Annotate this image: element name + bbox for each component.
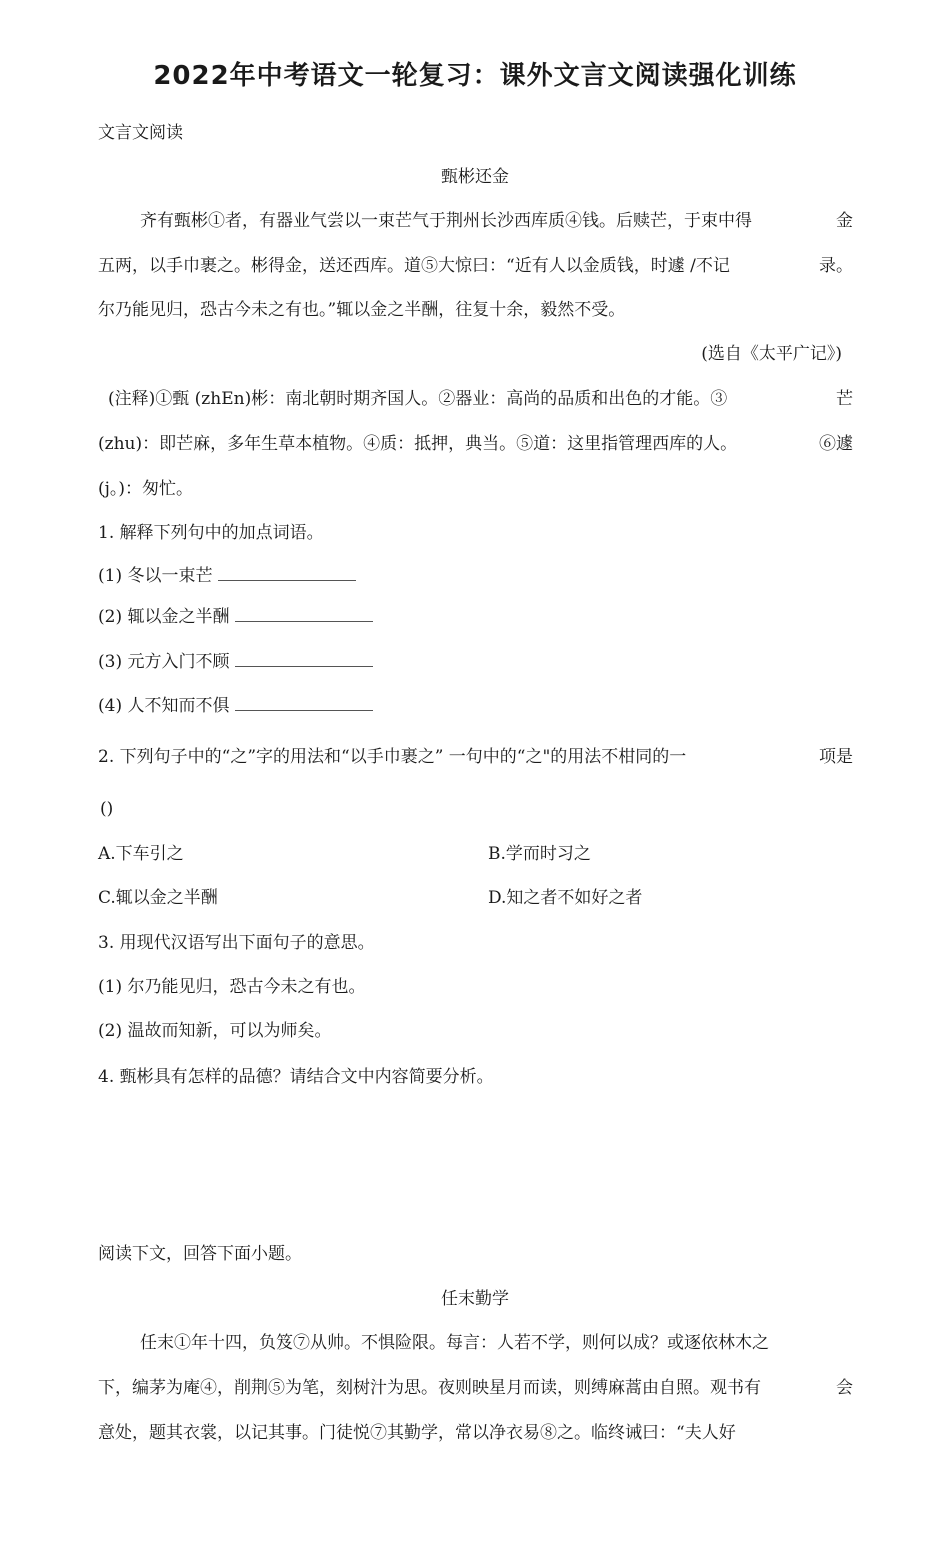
- passage2-line-2-end: 会: [836, 1378, 853, 1398]
- question-1-item-4-text: (4) 人不知而不俱: [98, 696, 230, 716]
- answer-blank-1[interactable]: [218, 566, 356, 581]
- notes-line-2-end: ⑥遽: [819, 434, 853, 454]
- option-c[interactable]: C.辄以金之半酬: [98, 888, 218, 908]
- question-2-stem: [98, 747, 853, 767]
- question-1-item-4: [98, 696, 373, 716]
- passage2-line-1: 任末①年十四，负笈⑦从帅。不惧险限。每言：人若不学，则何以成？或逐依林木之: [140, 1333, 769, 1353]
- passage1-line-1-end: 金: [836, 211, 853, 231]
- section-label-read-below: 阅读下文，回答下面小题。: [98, 1244, 302, 1264]
- question-1-item-3-text: (3) 元方入门不顾: [98, 652, 230, 672]
- passage1-line-2-text: 五两，以手巾裹之。彬得金，送还西库。道⑤大惊曰：“近有人以金质钱，时遽 /不记: [98, 256, 730, 276]
- document-title: 2022年中考语文一轮复习：课外文言文阅读强化训练: [153, 61, 797, 91]
- passage-title-renmo: 任末勤学: [441, 1289, 509, 1309]
- answer-blank-3[interactable]: [235, 652, 373, 667]
- notes-line-2-text: (zhu)：即芒麻，多年生草本植物。④质：抵押，典当。⑤道：这里指管理西库的人。: [98, 434, 738, 454]
- option-a[interactable]: A.下车引之: [98, 844, 184, 864]
- question-3-stem: 3. 用现代汉语写出下面句子的意思。: [98, 933, 375, 953]
- question-2-stem-text: 2. 下列句子中的“之”字的用法和“以手巾裹之” 一句中的“之"的用法不柑同的一: [98, 747, 687, 767]
- notes-line-1-text: (注释)①甄 (zhEn)彬：南北朝时期齐国人。②器业：高尚的品质和出色的才能。③: [108, 389, 728, 409]
- notes-line-1-end: 芒: [836, 389, 853, 409]
- question-1-item-1-text: (1) 冬以一束芒: [98, 566, 213, 586]
- passage1-source: (选自《太平广记》): [701, 344, 842, 364]
- question-1-stem: 1. 解释下列句中的加点词语。: [98, 523, 324, 543]
- answer-blank-4[interactable]: [235, 696, 373, 711]
- question-2-answer-paren: (): [100, 799, 114, 819]
- passage2-line-3: 意处，题其衣裳，以记其事。门徒悦⑦其勤学，常以净衣易⑧之。临终诫曰：“夫人好: [98, 1423, 736, 1443]
- passage2-line-2-text: 下，编茅为庵④，削荆⑤为笔，刻树汁为思。夜则映星月而读，则缚麻蒿由自照。观书有: [98, 1378, 761, 1398]
- passage1-line-1: [98, 211, 853, 231]
- question-3-item-2: (2) 温故而知新，可以为师矣。: [98, 1021, 332, 1041]
- question-2-stem-end: 项是: [819, 747, 853, 767]
- section-label-classical-reading: 文言文阅读: [98, 123, 183, 143]
- answer-blank-2[interactable]: [235, 607, 373, 622]
- question-4-stem: 4. 甄彬具有怎样的品德？请结合文中内容简要分析。: [98, 1067, 494, 1087]
- question-1-item-3: [98, 652, 373, 672]
- question-1-item-2: [98, 607, 373, 627]
- passage1-line-1-text: 齐有甄彬①者，有器业气尝以一束芒气于荆州长沙西库质④钱。后赎芒，于束中得: [140, 211, 752, 231]
- notes-line-3: (j。)：匆忙。: [98, 479, 194, 499]
- passage2-line-2: [98, 1378, 853, 1398]
- passage1-line-2: [98, 256, 853, 276]
- notes-line-2: [98, 434, 853, 454]
- passage1-line-2-end: 录。: [819, 256, 853, 276]
- option-d[interactable]: D.知之者不如好之者: [488, 888, 643, 908]
- question-1-item-2-text: (2) 辄以金之半酬: [98, 607, 230, 627]
- passage1-line-3: 尔乃能见归，恐古今未之有也。”辄以金之半酬，往复十余，毅然不受。: [98, 300, 626, 320]
- option-b[interactable]: B.学而时习之: [488, 844, 591, 864]
- notes-line-1: [108, 389, 853, 409]
- question-3-item-1: (1) 尔乃能见归，恐古今未之有也。: [98, 977, 366, 997]
- question-1-item-1: [98, 566, 356, 586]
- passage-title-zhenbin: 甄彬还金: [441, 167, 509, 187]
